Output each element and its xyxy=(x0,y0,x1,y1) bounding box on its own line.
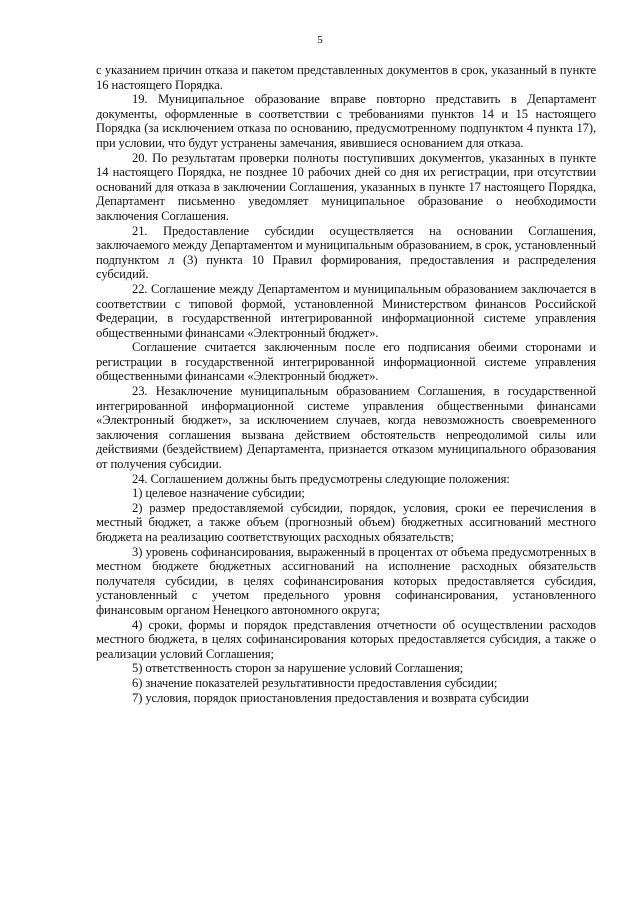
paragraph-22: 22. Соглашение между Департаментом и муниципальным образованием заключается в соответствии с типовой формой, установленной Министерством финансов Российской Федерации, в государственной интегрированной информационной системе управления общественными финансами «Электронный бюджет». xyxy=(96,281,596,340)
document-body xyxy=(96,63,596,705)
paragraph-22-note: Соглашение считается заключенным после его подписания обеими сторонами и регистрации в государственной интегрированной информационной системе управления общественными финансами «Электронный бюджет». xyxy=(96,340,596,384)
list-item-5: 5) ответственность сторон за нарушение условий Соглашения; xyxy=(132,661,464,676)
paragraph-19: 19. Муниципальное образование вправе повторно представить в Департамент документы, оформленные в соответствии с требованиями пунктов 14 и 15 настоящего Порядка (за исключением отказа по основанию, предусмотренному подпунктом 4 пункта 17), при условии, что будут устранены замечания, явившиеся основанием для отказа. xyxy=(96,92,596,150)
page-number: 5 xyxy=(317,34,323,46)
list-item-6: 6) значение показателей результативности предоставления субсидии; xyxy=(132,675,498,690)
list-item-1: 1) целевое назначение субсидии; xyxy=(132,486,305,501)
paragraph-20: 20. По результатам проверки полноты поступивших документов, указанных в пункте 14 настоящего Порядка, не позднее 10 рабочих дней со дня их регистрации, при отсутствии оснований для отказа в заключении Соглашения, указанных в пункте 17 настоящего Порядка, Департамент письменно уведомляет муниципальное образование о необходимости заключения Соглашения. xyxy=(96,150,596,223)
paragraph-continuation: с указанием причин отказа и пакетом представленных документов в срок, указанный в пункте 16 настоящего Порядка. xyxy=(96,63,596,92)
list-item-7: 7) условия, порядок приостановления предоставления и возврата субсидии xyxy=(132,690,529,705)
paragraph-24: 24. Соглашением должны быть предусмотрены следующие положения: xyxy=(132,471,510,486)
list-item-3: 3) уровень софинансирования, выраженный в процентах от объема предусмотренных в местном бюджете бюджетных ассигнований на исполнение расходных обязательств получателя субсидии, в целях софинансирования которых предоставляется субсидия, установленный с учетом предельного уровня софинансирования, установленного финансовым органом Ненецкого автономного округа; xyxy=(96,544,596,617)
list-item-2: 2) размер предоставляемой субсидии, порядок, условия, сроки ее перечисления в местный бюджет, а также объем (прогнозный объем) бюджетных ассигнований местного бюджета на реализацию соответствующих расходных обязательств; xyxy=(96,500,596,544)
paragraph-23: 23. Незаключение муниципальным образованием Соглашения, в государственной интегрированной информационной системе управления общественными финансами «Электронный бюджет», за исключением случаев, когда невозможность своевременного заключения соглашения вызвана действием обстоятельств непреодолимой силы или действиями (бездействием) Департамента, признается отказом муниципального образования от получения субсидии. xyxy=(96,384,596,472)
list-item-4: 4) сроки, формы и порядок представления отчетности об осуществлении расходов местного бюджета, в целях софинансирования которых предоставляется субсидия, а также о реализации условий Соглашения; xyxy=(96,617,596,661)
paragraph-21: 21. Предоставление субсидии осуществляется на основании Соглашения, заключаемого между Департаментом и муниципальным образованием, в срок, установленный подпунктом л (3) пункта 10 Правил формирования, предоставления и распределения субсидий. xyxy=(96,223,596,282)
